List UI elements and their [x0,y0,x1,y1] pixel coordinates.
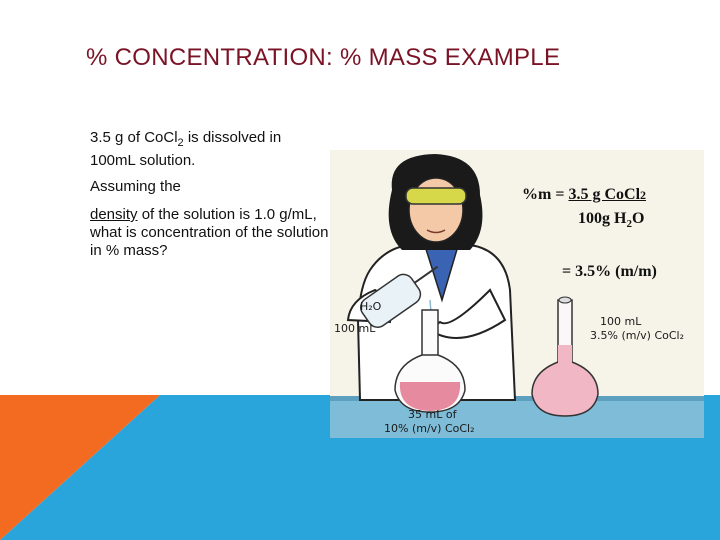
flask-label-line-2: 10% (m/v) CoCl₂ [384,422,475,435]
problem-text-3: 100mL solution. [90,152,196,169]
equation-numerator-sub: 2 [640,188,647,202]
slide-title: % CONCENTRATION: % MASS EXAMPLE [86,44,561,71]
right-label-line-2: 3.5% (m/v) CoCl₂ [590,329,685,342]
equation-denominator-post: O [631,210,645,227]
problem-text-1: 3.5 g of CoCl [90,129,178,146]
problem-subscript: 2 [177,137,184,149]
problem-text-2: is dissolved in [183,129,282,146]
equation-numerator [568,186,646,203]
equation-result: = 3.5% (m/m) [562,263,657,280]
equation-line-1 [522,186,646,204]
left-volume-label: 100 mL [334,322,376,335]
right-flask [532,297,598,416]
right-label-line-1: 100 mL [600,315,642,328]
equation-lhs: %m = [522,186,569,203]
assumption-text: Assuming the [90,178,181,195]
question-rest: of the solution is 1.0 g/mL, what is concentration of the solution in % mass? [90,206,329,259]
problem-statement [90,129,340,170]
equation-denominator-pre: 100g H [578,210,627,227]
lab-scene [330,150,704,438]
chemistry-illustration [330,150,704,438]
flask-label-line-1: 35 mL of [408,408,457,421]
safety-goggles [406,188,466,204]
question-text [90,206,340,260]
equation-line-2 [578,210,644,230]
bottle-label: H₂O [360,300,382,313]
equation-denominator-sub: 2 [626,218,632,231]
equation-numerator-text: 3.5 g CoCl [568,186,641,203]
density-term: density [90,206,138,223]
